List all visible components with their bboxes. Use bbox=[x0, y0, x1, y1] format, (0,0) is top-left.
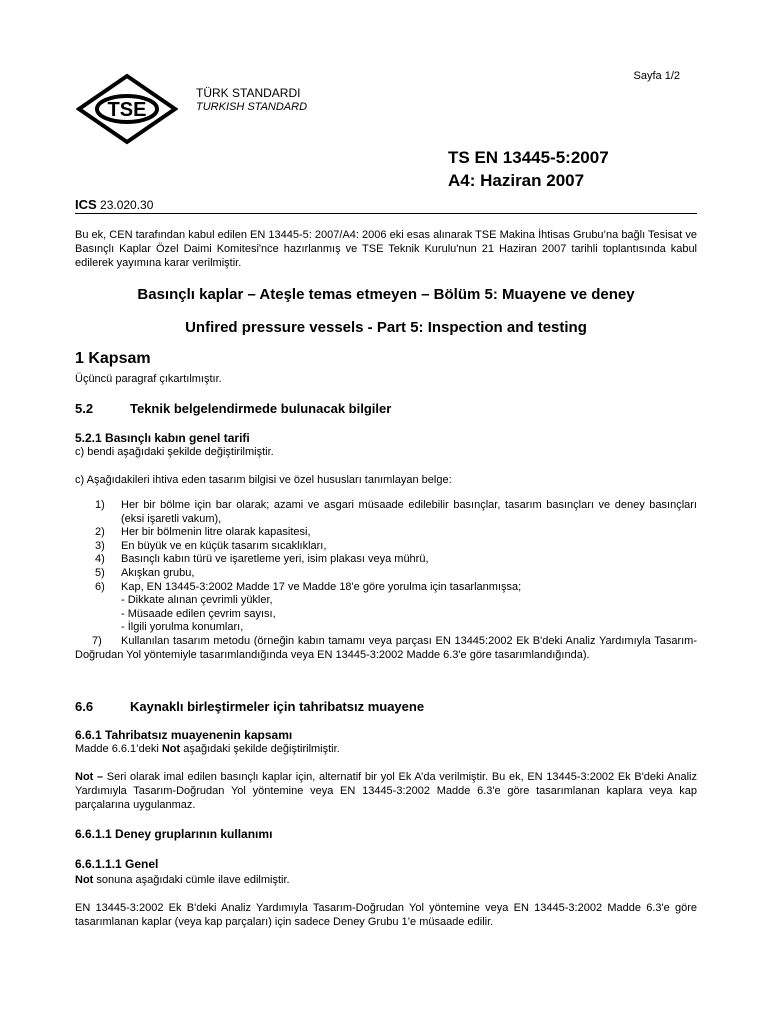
org-name-tr: TÜRK STANDARDI bbox=[196, 86, 301, 100]
standard-code-block bbox=[448, 146, 609, 192]
closing-paragraph: EN 13445-3:2002 Ek B'deki Analiz Yardımıyla Tasarım-Doğrudan Yol yöntemine veya EN 13445-3:2002 Madde 6.3'e göre tasarımlanan kaplar (veya kap parçaları) için sadece Deney Grubu 1’e müsaade edilir. bbox=[75, 902, 697, 928]
ics-value: 23.020.30 bbox=[100, 198, 154, 212]
note-paragraph bbox=[75, 770, 697, 812]
list-item: 2) Her bir bölmenin litre olarak kapasitesi, bbox=[95, 526, 311, 539]
logo-text: TSE bbox=[107, 99, 147, 121]
note-label: Not – bbox=[75, 771, 104, 783]
section-6-6-heading bbox=[75, 699, 424, 714]
section-title: Kaynaklı birleştirmeler için tahribatsız muayene bbox=[130, 699, 425, 714]
intro-paragraph: Bu ek, CEN tarafından kabul edilen EN 13445-5: 2007/A4: 2006 eki esas alınarak TSE Makina İhtisas Grubu’na bağlı Tesisat ve Basınçlı Kaplar Özel Daimi Komitesi'nce hazırlanmış ve TSE Teknik Kurulu'nun 21 Haziran 2007 tarihli toplantısında kabul edilerek yayımına karar verilmiştir. bbox=[75, 229, 697, 269]
section-5-2-1-line: c) bendi aşağıdaki şekilde değiştirilmiştir. bbox=[75, 446, 274, 458]
note-text: Seri olarak imal edilen basınçlı kaplar için, alternatif bir yol Ek A’da verilmiştir. Bu ek, EN 13445-3:2002 Ek B'deki Analiz Yardımıyla Tasarım-Doğrudan Yol yöntemine veya EN 13445-3:2002 Madde 6.3'e göre tasarımlanan kaplara veya kap parçalarına uygulanmaz. bbox=[75, 771, 697, 811]
title-english: Unfired pressure vessels - Part 5: Inspection and testing bbox=[185, 319, 587, 336]
sub-item: - Müsaade edilen çevrim sayısı, bbox=[121, 607, 276, 620]
amendment-date: A4: Haziran 2007 bbox=[448, 171, 585, 190]
section-1-heading: 1 Kapsam bbox=[75, 350, 151, 367]
section-5-2-1-lead: c) Aşağıdakileri ihtiva eden tasarım bilgisi ve özel hususları tanımlayan belge: bbox=[75, 474, 452, 486]
standard-code: TS EN 13445-5:2007 bbox=[448, 148, 609, 167]
section-number: 5.2 bbox=[75, 401, 94, 416]
org-name-en: TURKISH STANDARD bbox=[196, 101, 308, 113]
requirements-list bbox=[75, 499, 697, 662]
header-divider bbox=[75, 213, 697, 214]
section-5-2-heading bbox=[75, 401, 391, 416]
list-item: 3) En büyük ve en küçük tasarım sıcaklıkları, bbox=[95, 539, 327, 552]
section-5-2-1-heading: 5.2.1 Basınçlı kabın genel tarifi bbox=[75, 431, 250, 445]
ics-line bbox=[75, 197, 153, 212]
page-number: Sayfa 1/2 bbox=[633, 70, 680, 82]
section-6-6-1-1-1-line: Not sonuna aşağıdaki cümle ilave edilmiştir. bbox=[75, 874, 290, 886]
section-6-6-1-1-heading: 6.6.1.1 Deney gruplarının kullanımı bbox=[75, 827, 273, 841]
list-item: 6) Kap, EN 13445-3:2002 Madde 17 ve Madde 18'e göre yorulma için tasarlanmışsa; bbox=[95, 580, 522, 593]
sub-item: - Dikkate alınan çevrimli yükler, bbox=[121, 594, 273, 607]
list-item-7: 7) Kullanılan tasarım metodu (örneğin kabın tamamı veya parçası EN 13445:2002 Ek B'deki Analiz Yardımıyla Tasarım-Doğrudan Yol yöntemiyle tasarımlandığında veya EN 13445-3:2002 Madde 6.3'e göre tasarımlandığında). bbox=[75, 634, 697, 661]
list-item: 1) Her bir bölme için bar olarak; azami ve asgari müsaade edilebilir basınçlar, tasarım basınçları ve deney basınçları (eksi işaretli vakum), bbox=[95, 499, 697, 525]
section-6-6-1-1-1-heading: 6.6.1.1.1 Genel bbox=[75, 857, 159, 871]
sub-item: - İlgili yorulma konumları, bbox=[121, 621, 244, 634]
section-6-6-1-heading: 6.6.1 Tahribatsız muayenenin kapsamı bbox=[75, 728, 293, 742]
section-title: Teknik belgelendirmede bulunacak bilgiler bbox=[130, 401, 392, 416]
section-1-text: Üçüncü paragraf çıkartılmıştır. bbox=[75, 373, 222, 385]
ics-label: ICS bbox=[75, 197, 97, 212]
list-item: 5) Akışkan grubu, bbox=[95, 566, 195, 579]
section-number: 6.6 bbox=[75, 699, 94, 714]
section-6-6-1-line: Madde 6.6.1’deki Not aşağıdaki şekilde değiştirilmiştir. bbox=[75, 743, 340, 755]
title-turkish: Basınçlı kaplar – Ateşle temas etmeyen – Bölüm 5: Muayene ve deney bbox=[137, 286, 635, 303]
list-item: 4) Basınçlı kabın türü ve işaretleme yeri, isim plakası veya mührü, bbox=[95, 553, 429, 566]
tse-logo bbox=[76, 73, 178, 145]
